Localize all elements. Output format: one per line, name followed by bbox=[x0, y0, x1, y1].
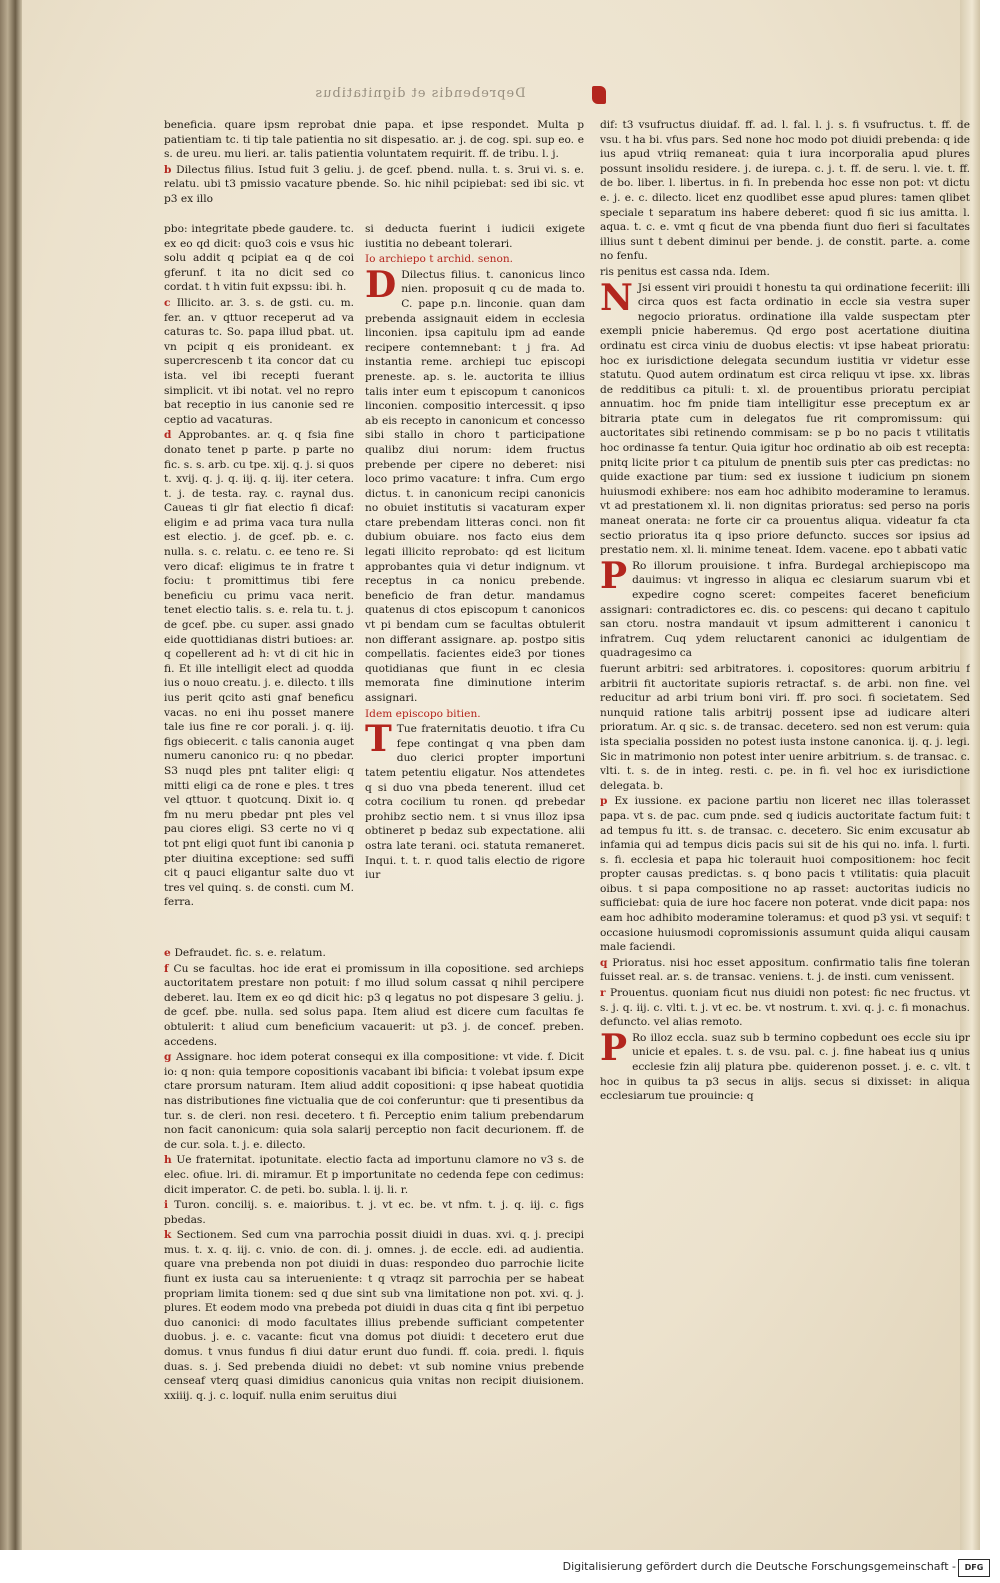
gloss-paragraph: f Cu se facultas. hoc ide erat ei promissum in illa copositione. sed archieps auctoritatem prestare non potuit: f mo illud solum cassat q nihil percipere deberet. lau. Item ex eo qd dicit hic: p3 q legatus no pot dispesare 3 geliu. j. de gcef. pbe. nulla. sed solus papa. Item aliud est dicere cum facultas fe obtulerit: t aliud cum beneficium vacauerit: ut p3. j. de concef. preben. accedens. bbox=[164, 962, 584, 1048]
gloss-paragraph: beneficia. quare ipsm reprobat dnie papa. et ipse respondet. Multa p patientiam tc. ti tip tale patientia no sit dispesatio. ar. j. de cog. spi. sup eo. e s. de ureu. mu lieri. ar. talis patientia voluntatem requirit. ff. de tribu. l. j. bbox=[164, 119, 584, 161]
decretal-text: si deducta fuerint i iudicii exigete iustitia no debeant tolerari. bbox=[365, 223, 585, 250]
dfg-logo: DFG bbox=[958, 1559, 990, 1577]
paragraph-mark: h bbox=[164, 1154, 177, 1167]
red-initial: D bbox=[365, 263, 397, 306]
gloss-paragraph: i Turon. concilij. s. e. maioribus. t. j. vt ec. be. vt nfm. t. j. q. iij. c. figs pbedas. bbox=[164, 1199, 584, 1226]
gloss-paragraph: fuerunt arbitri: sed arbitratores. i. copositores: quorum arbitriu f arbitrii fit auctoritate supioris retractaf. s. de arbi. non fine. vel reducitur ad arbi trium boni viri. ff. pro soci. fi societatem. Sed nunquid ratione talis arbitrij possent ipse ad iudicare alteri prioratum. Ar. q sic. s. de transac. decetero. sed non est verum: quia ista specialia possiden no potest iusta instone canonica. ij. q. j. legi. Sic in matrimonio non potest inter uenire arbitrium. s. de transac. c. vlti. t. s. de in integ. resti. c. pe. in fi. vel hoc ex iurisdictione delegata. b. bbox=[600, 662, 970, 792]
footer-bar bbox=[0, 1555, 1000, 1583]
gloss-paragraph: dif: t3 vsufructus diuidaf. ff. ad. l. fal. l. j. s. fi vsufructus. t. ff. de vsu. t ha bi. vfus pars. Sed none hoc modo pot diuidi prebenda: q ide ius apud vtriiq remaneat: quia t iura incorporalia apud plures possunt insolidu residere. j. de iurepa. c. j. t. ff. de seru. l. vie. t. ff. de bo. liber. l. libertus. in fi. In prebenda hoc esse non pot: vt dictu e. j. e. c. dilecto. licet enz quodlibet esse apud plures: tamen qlibet speciale t separatum ins habere deberet: quod fi sic ius amitta. l. aqua. t. c. e. vmt q ficut de vna pbenda fiunt duo fieri si facultates illius sunt t debent diminui per bende. j. de constit. parte. a. come no fenfu. bbox=[600, 119, 970, 263]
gloss-column-left bbox=[164, 118, 584, 222]
gloss-paragraph: pbo: integritate pbede gaudere. tc. ex eo qd dicit: quo3 cois e vsus hic solu addit q pcipiat ea q de coi gferunf. t ita no dicit sed co cordat. t h vitin fuit expssu: ibi. h. bbox=[164, 223, 354, 294]
gloss-paragraph: k Sectionem. Sed cum vna parrochia possit diuidi in duas. xvi. q. j. precipi mus. t. x. q. iij. c. vnio. de con. di. j. omnes. j. de eccle. edi. ad audientia. quare vna prebenda non pot diuidi in duas: respondeo duo parrochie licite fiunt ex iusta cau sa interueniente: t q vtraqz sit parrochia per se habeat propriam limita tionem: sed q due sint sub vna limitatione non pot. xvi. q. j. plures. Et eodem modo vna prebeda pot diuidi in duas cita q fint ibi perpetuo duo canonici: di modo facultates illius prebende sufficiant competenter duobus. j. e. c. vacante: ficut vna domus pot diuidi: t decetero erut due domus. t vnus fundus fi diui datur erunt duo fundi. ff. coia. predi. l. fiquis duas. s. j. Sed prebenda diuidi no debet: vt sub nomine vnius prebende censeaf vterq quasi dimidius canonicus quia vnitas non recipit diuisionem. xxiiij. q. j. c. loquif. nulla enim seruitus diui bbox=[164, 1229, 584, 1402]
gloss-paragraph: d Approbantes. ar. q. q fsia fine donato tenet p parte. p parte no fic. s. s. arb. cu tpe. xij. q. j. si quos t. xvij. q. j. q. iij. q. iij. iter cetera. t. j. de testa. ray. c. raynal dus. Caueas ti glr fiat electio fi dicaf: eligim e ad prima vaca tura nulla est electio. j. de gcef. pb. e. c. nulla. s. c. relatu. c. ee teno re. Si vero dicaf: eligimus te in fratre t fociu: t promittimus tibi fere beneficiu cu primu vaca nerit. tenet electio talis. s. e. rela tu. t. j. de gcef. pbe. cu super. assi gnado eide quottidianas distri butioes: ar. q copellerent ad h: vt di cit hic in fi. Et ille intelligit elect ad quodda ius o nouo creatu. j. e. dilecto. t ills ius perit qcito asti gnaf beneficu vacas. no eni ihu posset manere tale ius fine re cor porali. j. q. iij. figs obiecerit. c talis canonia auget numeru canonico ru: q no pbedar. S3 nuqd ples pnt taliter eligi: q mitti eligi ca de rone e ples. t tres vel qttuor. t quotcunq. Dixit io. q fm nu meru pbedar pnt ples vel pau ciores eligi. S3 certe no vi q tot pnt eligi quot funt ibi canonia p pter diuitina exceptione: sed suffi cit q pauci eligantur salte duo vt tres vel quinq. s. de consti. cum M. ferra. bbox=[164, 429, 354, 909]
paragraph-mark: k bbox=[164, 1229, 177, 1242]
main-text-column bbox=[365, 222, 585, 942]
paragraph-mark: r bbox=[600, 987, 610, 1000]
book-binding bbox=[0, 0, 22, 1550]
paragraph-mark: e bbox=[164, 947, 175, 959]
gloss-paragraph: P Ro illoz eccla. suaz sub b termino copbedunt oes eccle siu ipr unicie et epales. t. s. de vsu. pal. c. j. fine habeat ius q unius ecclesie fzin alij platura pbe. quiderenon posset. j. e. c. vlt. t hoc in quibus ta p3 secus in alijs. secus si dixisset: in aliqua ecclesiarum tue prouincie: q bbox=[600, 1026, 970, 1103]
running-title: Deprebendis et dignitatibus bbox=[314, 86, 526, 101]
gloss-paragraph: b Dilectus filius. Istud fuit 3 geliu. j. de gcef. pbend. nulla. t. s. 3rui vi. s. e. relatu. ubi t3 pmissio vacature pbende. So. hic nihil pcipiebat: sed ibi sic. vt p3 ex illo bbox=[164, 163, 584, 205]
decretal-text: ris penitus est cassa nda. Idem. bbox=[600, 265, 770, 278]
decretal-text: T Tue fraternitatis deuotio. t ifra Cu fepe contingat q vna pben dam duo clerici propter importuni tatem petentiu eligatur. Nos attendetes q si duo vna pbeda tenerent. illud cet cotra cocilium tu ronen. qd prebedar prohibz sectio nem. t si vnus illoz ipsa obtineret p bedaz sub expectatione. alii ostra late terani. oci. statuta remaneret. Inqui. t. t. r. quod talis electio de rigore iur bbox=[365, 718, 585, 882]
gloss-column-right bbox=[600, 118, 970, 1418]
rubric-mark bbox=[592, 86, 606, 104]
gloss-paragraph: e Defraudet. fic. s. e. relatum. bbox=[164, 947, 326, 959]
paragraph-mark: c bbox=[164, 296, 177, 309]
decretal-text: N Jsi essent viri prouidi t honestu ta qui ordinatione feceriit: illi circa quos est facta ordinatio in eccle sia vestra super negocio prioratus. ordinatione illa valde suspectam pter exempli pnicie haberemus. Qd ergo post acertatione diuitina ordinatu est circa viniu de duobus electis: vt ipse habeat prioratu: hoc ex iurisdictione delegata secundum iustitia vr videtur esse statutu. Quod autem ordinatum est circa reliquu vt ipse. xx. libras de redditibus ca pituli: t. xl. de prouentibus prioratu percipiat annuatim. hoc fm pnide tiam intelligitur esse preceptum ex ar bitraria ptate cum in delegatos fue rit compromissum: qui auctoritates sibi retinendo commisam: se p bo no pacis t vtilitatis hoc ordinasse fa tentur. Quia igitur hoc ordinatio ab oib est recepta: pnitq licite prior t ca pitulum de pnentib suis pter cas predictas: no quide exactione par tium: sed ex iussione t iudicium pn sionem huiusmodi exhibere: nos eam hoc adhibito moderamine to leramus. vt ad prestationem xl. li. non dignitas prioratus: sed perso na poris maneat onerata: ne forte cir ca prouentus aliqua. videatur fa cta sectio prioratus ita q ipso priore defuncto. succes sor ipsius ad prestatio nem. xl. li. minime teneat. Idem. vacene. epo t abbati vatic bbox=[600, 276, 970, 557]
paragraph-mark: i bbox=[164, 1199, 175, 1212]
decretal-text: P Ro illorum prouisione. t infra. Burdegal archiepiscopo ma dauimus: vt ingresso in aliqua ec clesiarum suarum vbi et expedire cogno sceret: compeites faceret beneficium assignari: contradictores ec. dis. co pescens: qui decano t capitulo san ctoru. nostra mandauit vt ipsum admitterent i canonicu t infratrem. Cuq ydem reluctarent canonici ac idulgentiam de quadragesimo ca bbox=[600, 554, 970, 660]
paragraph-mark: f bbox=[164, 962, 174, 975]
paragraph-mark: q bbox=[600, 956, 613, 969]
decretal-rubric: Io archiepo t archid. senon. bbox=[365, 253, 514, 266]
gloss-paragraph: c Illicito. ar. 3. s. de gsti. cu. m. fer. an. v qttuor receperut ad va caturas tc. So. papa illud pbat. ut. vn pcipit q eis pronideant. ex supercrescenb t ita concor dat cu ista. vel ibi recepti fuerant simplicit. vt ibi notat. vel no repro bat receptio in ius canonie sed re ceptio ad vacaturas. bbox=[164, 296, 354, 426]
gloss-column-bottom bbox=[164, 946, 584, 1416]
gloss-paragraph: r Prouentus. quoniam ficut nus diuidi non potest: fic nec fructus. vt s. j. q. iij. c. vlti. t. j. vt ec. be. vt nostrum. t. xvi. q. j. c. fi monachus. defuncto. vel alias remoto. bbox=[600, 987, 970, 1029]
gloss-paragraph: g Assignare. hoc idem poterat consequi ex illa compositione: vt vide. f. Dicit io: q non: quia tempore copositionis vacabant ibi bificia: t volebat ipsum expe ctare prorsum naturam. Item aliud addit copositioni: q ipse habeat quotidia nas distributiones fine victualia que de coi conferuntur: que ti presentibus da tur. s. de cleri. non resi. decetero. t fi. Perceptio enim talium prebendarum non facit canonicum: quia sola salarij perceptio non facit decurionem. ff. de de cur. sola. t. j. e. dilecto. bbox=[164, 1051, 584, 1151]
paragraph-mark: b bbox=[164, 163, 177, 176]
gloss-paragraph: h Ue fraternitat. ipotunitate. electio facta ad importunu clamore no v3 s. de elec. ofiue. lri. di. miramur. Et p importunitate no cedenda fepe con cedimus: dicit imperator. C. de peti. bo. subla. l. ij. li. r. bbox=[164, 1154, 584, 1196]
gloss-paragraph: p Ex iussione. ex pacione partiu non liceret nec illas tolerasset papa. vt s. de pac. cum pnde. sed q iudicis auctoritate factum fuit: t ad tempus fu itt. s. de transac. c. decetero. Sic enim excusatur ab infamia qui ad tempus dicis pacis sui sit de his qui no. infa. l. furti. s. fi. ecclesia et papa hic tolerauit huoi compositionem: hoc fecit propter causas predictas. s. q bono pacis t vtilitatis: quia placuit oibus. t si papa compositione no ap rasset: auctoritas iudicis no sufficiebat: quia de iure hoc facere non poterat. vnde dicit papa: nos eam hoc adhibito moderamine toleramus: et quod p3 ysi. vt sequif: t occasione huiusmodi copromissionis assumunt quida aliqui causam male faciendi. bbox=[600, 795, 970, 954]
red-initial: T bbox=[365, 718, 392, 761]
red-initial: P bbox=[600, 554, 628, 597]
paragraph-mark: p bbox=[600, 795, 615, 808]
gloss-column-inner bbox=[164, 222, 354, 942]
gloss-paragraph: q Prioratus. nisi hoc esset appositum. confirmatio talis fine toleran fuisset real. ar. s. de transac. veniens. t. j. de insti. cum venissent. bbox=[600, 956, 970, 984]
paragraph-mark: g bbox=[164, 1051, 176, 1064]
red-initial: P bbox=[600, 1026, 628, 1069]
paragraph-mark: d bbox=[164, 429, 179, 442]
decretal-rubric: Idem episcopo bitien. bbox=[365, 707, 481, 720]
red-initial: N bbox=[600, 276, 633, 319]
funding-credit: Digitalisierung gefördert durch die Deutsche Forschungsgemeinschaft - bbox=[562, 1560, 956, 1573]
decretal-text: D Dilectus filius. t. canonicus linco nien. proposuit q cu de mada to. C. pape p.n. linconie. quan dam prebenda assignauit eidem in ecclesia linconien. ipsa capitulu ipm ad eande recipere contemnebant: t j fra. Ad instantia reme. archiepi tuc episcopi preneste. ap. s. le. auctorita te illius talis inter eum t episcopum t canonicos linconien. compositio intercessit. q ipso ab eis recepto in canonicum et concesso sibi stallo in choro t participatione qualibz diui norum: idem fructus prebende per cipere no deberet: nisi loco primo vacature: t infra. Cum ergo dictus. t. in canonicum recipi canonicis no obuiet institutis si vacaturam exper ctare prebendam litteras conci. non fit dubium obuiare. nos facto eius dem legati illicito reprobato: qd est licitum approbantes quia vi detur indignum. vt receptus in ca nonicu prebende. beneficio de fran detur. mandamus quatenus di ctos episcopum t canonicos vt pi bendam cum se facultas obtulerit non differant assignare. ap. postpo sitis compellatis. facientes eide3 por tiones quotidianas que fiunt in ec clesia memorata fine diminutione interim assignari. bbox=[365, 263, 585, 704]
